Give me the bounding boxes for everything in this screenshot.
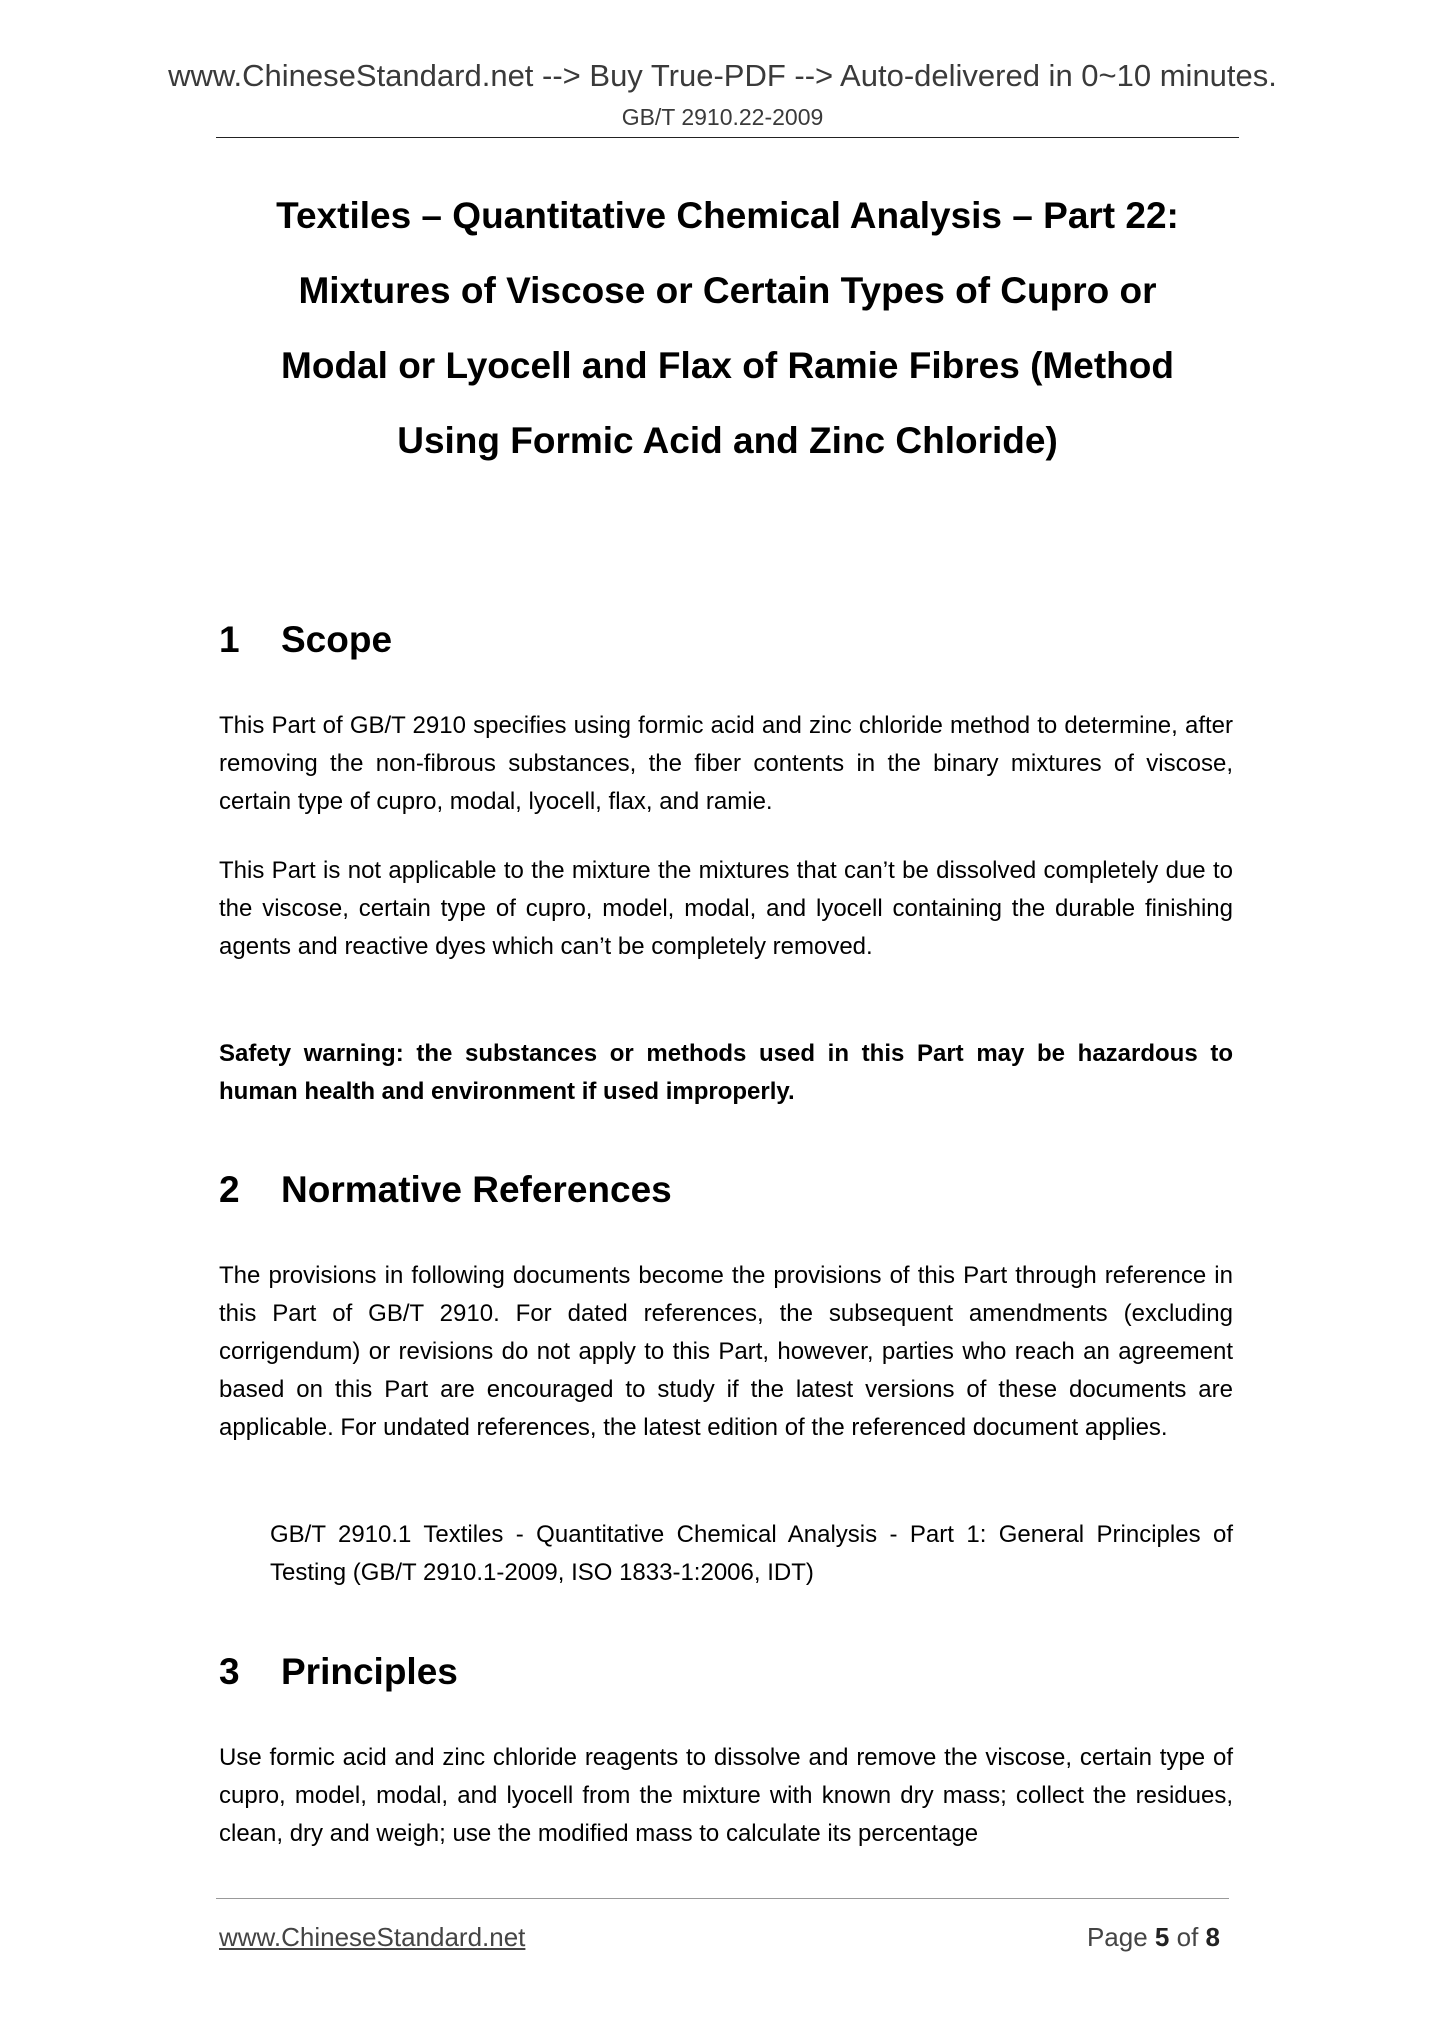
section-number: 3 bbox=[219, 1651, 240, 1692]
paragraph: This Part of GB/T 2910 specifies using formic acid and zinc chloride method to determine, after removing the non-fibrous substances, the fiber contents in the binary mixtures of viscose, certain type of cupro, modal, lyocell, flax, and ramie. bbox=[219, 712, 1233, 815]
scope-paragraph-1 bbox=[219, 707, 1233, 821]
normative-paragraph bbox=[219, 1257, 1233, 1447]
reference-item bbox=[270, 1516, 1233, 1592]
principles-paragraph bbox=[219, 1739, 1233, 1853]
paragraph: Safety warning: the substances or methods used in this Part may be hazardous to human health and environment if used improperly. bbox=[219, 1040, 1233, 1105]
title-line: Using Formic Acid and Zinc Chloride) bbox=[397, 420, 1058, 461]
paragraph: Use formic acid and zinc chloride reagents to dissolve and remove the viscose, certain type of cupro, model, modal, and lyocell from the mixture with known dry mass; collect the residues, clean, dry and weigh; use the modified mass to calculate its percentage bbox=[219, 1744, 1233, 1847]
section-title: Scope bbox=[281, 619, 393, 660]
section-number: 1 bbox=[219, 619, 240, 660]
header-banner: www.ChineseStandard.net --> Buy True-PDF --> Auto-delivered in 0~10 minutes. bbox=[168, 58, 1277, 93]
document-title bbox=[180, 178, 1275, 478]
page-current: 5 bbox=[1154, 1922, 1170, 1952]
title-line: Mixtures of Viscose or Certain Types of Cupro or bbox=[298, 270, 1157, 311]
section-heading-principles bbox=[219, 1650, 458, 1694]
section-number: 2 bbox=[219, 1169, 240, 1210]
header-divider bbox=[216, 137, 1239, 138]
title-line: Modal or Lyocell and Flax of Ramie Fibres (Method bbox=[281, 345, 1174, 386]
page-indicator bbox=[1087, 1922, 1220, 1953]
title-line: Textiles – Quantitative Chemical Analysis – Part 22: bbox=[276, 195, 1179, 236]
paragraph: GB/T 2910.1 Textiles - Quantitative Chemical Analysis - Part 1: General Principles of Testing (GB/T 2910.1-2009, ISO 1833-1:2006, IDT) bbox=[270, 1521, 1233, 1586]
section-title: Normative References bbox=[281, 1169, 672, 1210]
footer-website-link[interactable]: www.ChineseStandard.net bbox=[219, 1922, 526, 1952]
page-total: 8 bbox=[1205, 1922, 1220, 1952]
page-of: of bbox=[1176, 1922, 1199, 1952]
paragraph: The provisions in following documents become the provisions of this Part through reference in this Part of GB/T 2910. For dated references, the subsequent amendments (excluding corrigendum) or revisions do not apply to this Part, however, parties who reach an agreement based on this Part are encouraged to study if the latest versions of these documents are applicable. For undated references, the latest edition of the referenced document applies. bbox=[219, 1262, 1233, 1441]
section-heading-scope bbox=[219, 618, 392, 662]
standard-code: GB/T 2910.22-2009 bbox=[621, 104, 824, 130]
section-title: Principles bbox=[281, 1651, 458, 1692]
scope-paragraph-2 bbox=[219, 852, 1233, 966]
safety-warning bbox=[219, 1035, 1233, 1111]
section-heading-normative-references bbox=[219, 1168, 672, 1212]
footer-divider bbox=[216, 1898, 1229, 1899]
paragraph: This Part is not applicable to the mixture the mixtures that can’t be dissolved completely due to the viscose, certain type of cupro, model, modal, and lyocell containing the durable finishing agents and reactive dyes which can’t be completely removed. bbox=[219, 857, 1233, 960]
page-prefix: Page bbox=[1086, 1922, 1148, 1952]
